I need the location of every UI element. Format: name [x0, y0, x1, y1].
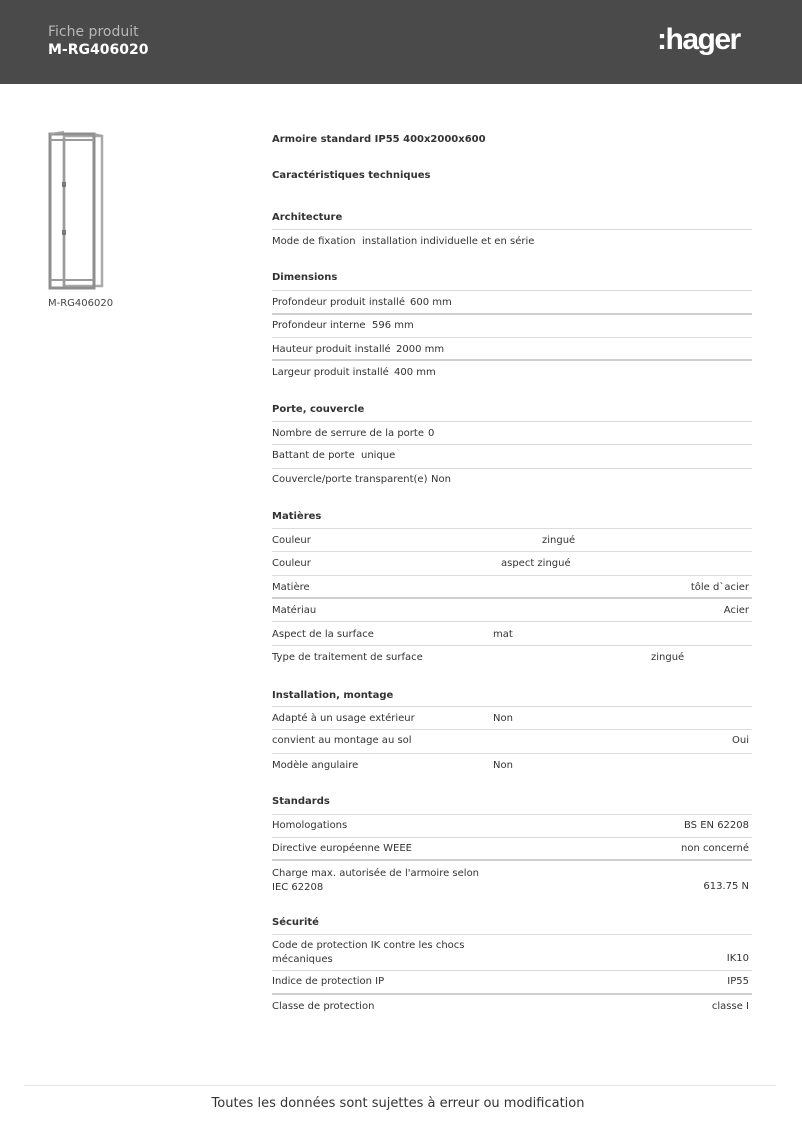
footer-disclaimer: Toutes les données sont sujettes à erreur ou modification [211, 1096, 585, 1111]
spec-value: aspect zingué [501, 558, 571, 569]
spec-label: Adapté à un usage extérieur [272, 713, 415, 724]
spec-row [272, 468, 752, 492]
spec-label: Directive européenne WEEE [272, 843, 412, 854]
spec-label: Type de traitement de surface [272, 652, 423, 663]
spec-value: zingué [651, 652, 685, 663]
section-title-matieres: Matières [272, 511, 322, 522]
spec-label: Largeur produit installé [272, 367, 389, 378]
spec-row [272, 814, 752, 837]
spec-label: Matière [272, 582, 310, 593]
section-title-installation-montage: Installation, montage [272, 690, 394, 701]
cabinet-frame-image [44, 130, 108, 292]
spec-row [272, 934, 752, 970]
spec-value: 613.75 N [703, 881, 749, 892]
spec-value: tôle d`acier [690, 582, 749, 593]
spec-row [272, 359, 752, 383]
section-title-securite: Sécurité [272, 917, 319, 928]
spec-label: Profondeur produit installé [272, 297, 405, 308]
product-reference: M-RG406020 [48, 42, 149, 58]
spec-label: Mode de fixation [272, 236, 356, 247]
spec-value: IK10 [726, 953, 749, 964]
spec-value: Acier [723, 605, 749, 616]
spec-label: convient au montage au sol [272, 735, 412, 746]
spec-value: BS EN 62208 [684, 820, 749, 831]
spec-row [272, 290, 752, 314]
spec-label: Couleur [272, 535, 311, 546]
spec-label: Couvercle/porte transparent(e) [272, 474, 428, 485]
spec-label: Nombre de serrure de la porte [272, 428, 424, 439]
spec-value: Oui [732, 735, 749, 746]
section-title-porte-couvercle: Porte, couvercle [272, 404, 365, 415]
spec-row [272, 575, 752, 598]
spec-label: Matériau [272, 605, 317, 616]
hager-logo: :hager [657, 23, 740, 56]
spec-label: Code de protection IK contre les chocs mécaniques [272, 940, 465, 965]
spec-value: non concerné [680, 843, 749, 854]
spec-value: mat [493, 629, 513, 640]
spec-row [272, 528, 752, 552]
spec-value: 596 mm [372, 320, 414, 331]
spec-label: Battant de porte [272, 450, 355, 461]
spec-value: Non [431, 474, 451, 485]
spec-label: Indice de protection IP [272, 976, 385, 987]
document-type-label: Fiche produit [48, 24, 139, 40]
section-title-architecture: Architecture [272, 212, 343, 223]
spec-row [272, 970, 752, 993]
spec-value: Non [493, 713, 513, 724]
spec-row [272, 313, 752, 337]
spec-value: zingué [542, 535, 576, 546]
spec-row [272, 706, 752, 730]
spec-label: Hauteur produit installé [272, 344, 391, 355]
spec-value: installation individuelle et en série [362, 236, 535, 247]
spec-label: Aspect de la surface [272, 629, 374, 640]
spec-label: Homologations [272, 820, 348, 831]
spec-value: unique [361, 450, 396, 461]
spec-row [272, 837, 752, 860]
spec-row [272, 993, 752, 1017]
spec-value: IP55 [727, 976, 749, 987]
specs-heading: Caractéristiques techniques [272, 170, 431, 181]
spec-value: 400 mm [394, 367, 436, 378]
spec-row [272, 753, 752, 777]
spec-label: Charge max. autorisée de l'armoire selon IEC 62208 [272, 868, 480, 893]
spec-row [272, 551, 752, 575]
spec-value: Non [493, 760, 513, 771]
spec-row [272, 337, 752, 360]
section-title-dimensions: Dimensions [272, 272, 338, 283]
spec-label: Couleur [272, 558, 311, 569]
section-title-standards: Standards [272, 796, 330, 807]
spec-value: 2000 mm [396, 344, 445, 355]
spec-row [272, 444, 752, 468]
spec-row [272, 421, 752, 445]
spec-value: classe I [711, 1001, 749, 1012]
product-title: Armoire standard IP55 400x2000x600 [272, 134, 486, 145]
image-caption: M-RG406020 [48, 298, 114, 309]
spec-row [272, 645, 752, 669]
spec-value: 600 mm [410, 297, 452, 308]
spec-label: Profondeur interne [272, 320, 366, 331]
spec-label: Modèle angulaire [272, 760, 359, 771]
spec-row [272, 229, 752, 253]
spec-row [272, 621, 752, 645]
page-header [0, 0, 802, 84]
spec-value: 0 [428, 428, 435, 439]
spec-row [272, 859, 752, 899]
spec-label: Classe de protection [272, 1001, 375, 1012]
spec-row [272, 597, 752, 621]
footer-divider [24, 1085, 776, 1086]
spec-row [272, 729, 752, 753]
